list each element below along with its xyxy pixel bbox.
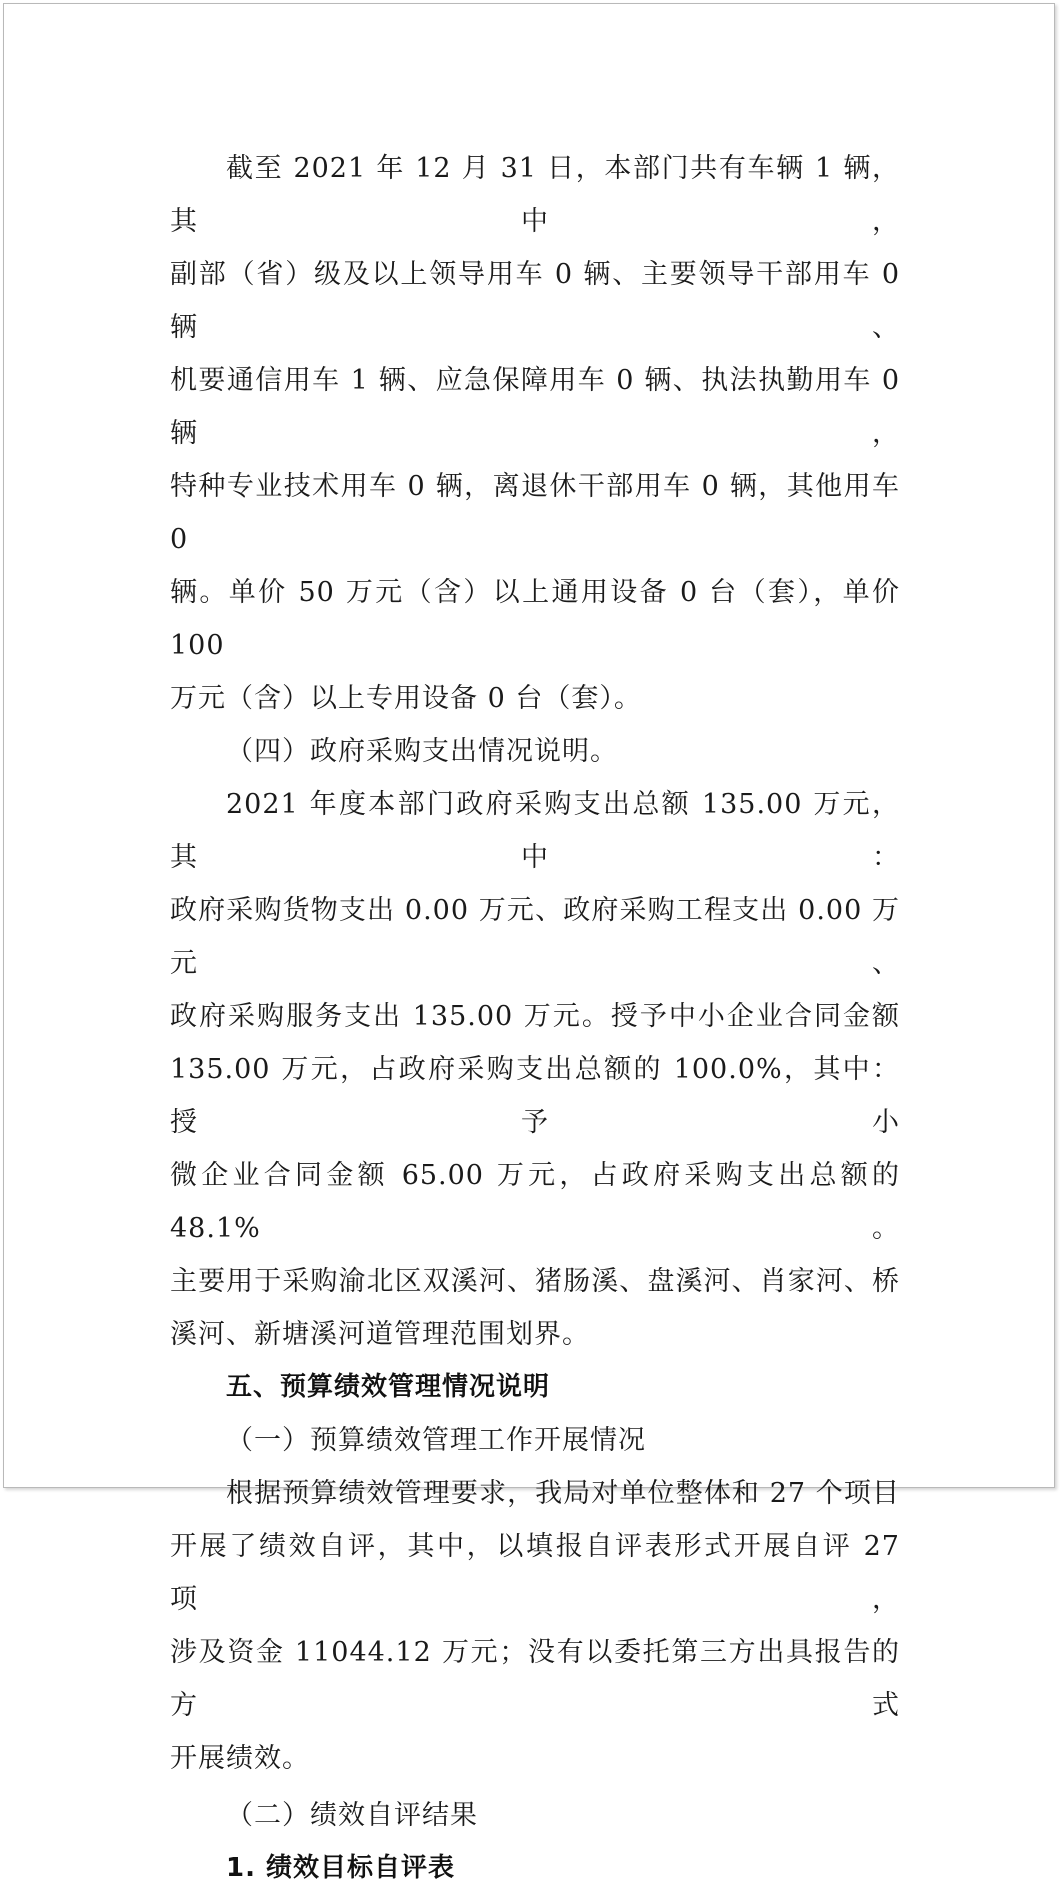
procurement-line-5: 微企业合同金额 65.00 万元，占政府采购支出总额的 48.1%。 xyxy=(170,1160,900,1244)
subsection-1-heading: （一）预算绩效管理工作开展情况 xyxy=(226,1425,646,1456)
table-1-heading: 1. 绩效目标自评表 xyxy=(226,1853,456,1883)
document-page xyxy=(3,3,1055,1883)
performance-line-1: 根据预算绩效管理要求，我局对单位整体和 27 个项目 xyxy=(226,1478,900,1509)
performance-line-2: 开展了绩效自评，其中，以填报自评表形式开展自评 27 项， xyxy=(170,1531,900,1615)
vehicles-line-4: 特种专业技术用车 0 辆，离退休干部用车 0 辆，其他用车 0 xyxy=(170,471,900,555)
vehicles-line-6: 万元（含）以上专用设备 0 台（套）。 xyxy=(170,683,642,714)
vehicles-line-3: 机要通信用车 1 辆、应急保障用车 0 辆、执法执勤用车 0 辆， xyxy=(170,365,900,449)
procurement-line-1: 2021 年度本部门政府采购支出总额 135.00 万元，其中： xyxy=(170,789,900,873)
section-5-heading: 五、预算绩效管理情况说明 xyxy=(226,1372,551,1402)
procurement-line-6: 主要用于采购渝北区双溪河、猪肠溪、盘溪河、肖家河、桥 xyxy=(170,1266,900,1297)
vehicles-line-1: 截至 2021 年 12 月 31 日，本部门共有车辆 1 辆，其中， xyxy=(170,153,900,237)
subsection-2-heading: （二）绩效自评结果 xyxy=(226,1800,478,1831)
vehicles-line-5: 辆。单价 50 万元（含）以上通用设备 0 台（套），单价 100 xyxy=(170,577,900,661)
performance-line-3: 涉及资金 11044.12 万元；没有以委托第三方出具报告的方式 xyxy=(170,1637,900,1721)
procurement-line-7: 溪河、新塘溪河道管理范围划界。 xyxy=(170,1319,590,1350)
vehicles-line-2: 副部（省）级及以上领导用车 0 辆、主要领导干部用车 0 辆、 xyxy=(170,259,900,343)
procurement-heading: （四）政府采购支出情况说明。 xyxy=(226,736,618,767)
procurement-line-3: 政府采购服务支出 135.00 万元。授予中小企业合同金额 xyxy=(170,1001,900,1032)
document-body xyxy=(170,142,900,1895)
procurement-line-4: 135.00 万元，占政府采购支出总额的 100.0%，其中：授予小 xyxy=(170,1054,900,1138)
performance-line-4: 开展绩效。 xyxy=(170,1743,310,1774)
procurement-line-2: 政府采购货物支出 0.00 万元、政府采购工程支出 0.00 万元、 xyxy=(170,895,900,979)
